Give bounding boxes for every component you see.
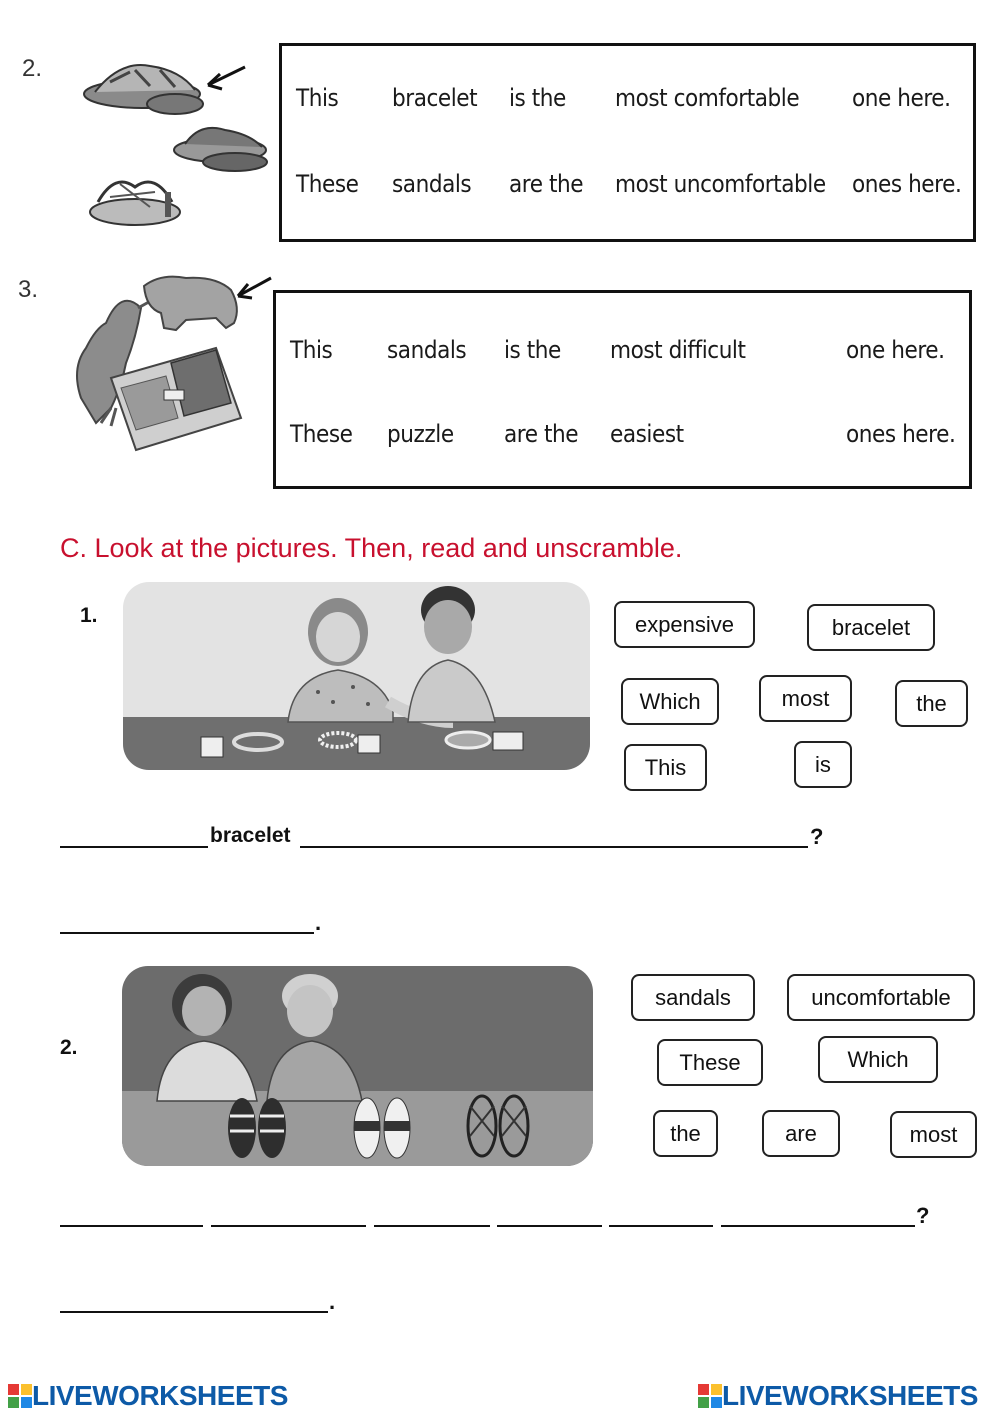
word-cell[interactable]: ones here. xyxy=(852,170,962,198)
word-chip[interactable]: is xyxy=(794,741,852,788)
word-cell[interactable]: These xyxy=(296,170,359,198)
answer-blank[interactable] xyxy=(300,846,808,848)
answer-blank[interactable] xyxy=(60,1225,203,1227)
word-cell[interactable]: These xyxy=(290,420,353,448)
word-chip[interactable]: bracelet xyxy=(807,604,935,651)
item-number: 1. xyxy=(80,604,98,627)
answer-blank[interactable] xyxy=(497,1225,602,1227)
word-chip[interactable]: the xyxy=(653,1110,718,1157)
word-chip[interactable]: expensive xyxy=(614,601,755,648)
word-chip[interactable]: Which xyxy=(621,678,719,725)
word-cell[interactable]: is the xyxy=(509,84,566,112)
period: . xyxy=(315,910,322,935)
word-chip[interactable]: uncomfortable xyxy=(787,974,975,1021)
word-chip[interactable]: These xyxy=(657,1039,763,1086)
liveworksheets-logo-left xyxy=(8,1380,288,1412)
word-chip[interactable]: Which xyxy=(818,1036,938,1083)
sentence-box xyxy=(279,43,976,242)
puzzles-picture xyxy=(66,268,276,468)
word-cell[interactable]: one here. xyxy=(852,84,951,112)
question-mark: ? xyxy=(916,1203,930,1228)
word-cell[interactable]: bracelet xyxy=(392,84,478,112)
item-number: 2. xyxy=(22,55,43,82)
word-cell[interactable]: sandals xyxy=(387,336,467,364)
word-cell[interactable]: This xyxy=(296,84,339,112)
word-chip[interactable]: most xyxy=(759,675,852,722)
word-chip[interactable]: are xyxy=(762,1110,840,1157)
answer-blank[interactable] xyxy=(211,1225,366,1227)
item-number: 2. xyxy=(60,1036,78,1059)
logo-blocks-icon xyxy=(698,1384,722,1408)
item-number: 3. xyxy=(18,276,39,303)
bracelet-shop-picture xyxy=(123,582,590,770)
sandals-picture xyxy=(80,52,275,237)
word-cell[interactable]: puzzle xyxy=(387,420,454,448)
answer-blank[interactable] xyxy=(374,1225,490,1227)
word-chip[interactable]: This xyxy=(624,744,707,791)
word-cell[interactable]: are the xyxy=(509,170,584,198)
answer-blank[interactable] xyxy=(721,1225,915,1227)
word-chip[interactable]: most xyxy=(890,1111,977,1158)
sentence-box xyxy=(273,290,972,489)
word-cell[interactable]: are the xyxy=(504,420,579,448)
section-heading: C. Look at the pictures. Then, read and unscramble. xyxy=(60,533,683,563)
answer-blank[interactable] xyxy=(60,1311,328,1313)
word-chip[interactable]: the xyxy=(895,680,968,727)
liveworksheets-logo-right xyxy=(698,1380,978,1412)
answer-blank[interactable] xyxy=(60,846,208,848)
logo-text: LIVEWORKSHEETS xyxy=(32,1380,288,1411)
word-cell[interactable]: most difficult xyxy=(610,336,746,364)
given-word: bracelet xyxy=(210,824,291,847)
word-cell[interactable]: is the xyxy=(504,336,561,364)
question-mark: ? xyxy=(810,824,824,849)
word-cell[interactable]: This xyxy=(290,336,333,364)
logo-blocks-icon xyxy=(8,1384,32,1408)
word-cell[interactable]: most uncomfortable xyxy=(615,170,826,198)
answer-blank[interactable] xyxy=(60,932,314,934)
logo-text: LIVEWORKSHEETS xyxy=(722,1380,978,1411)
answer-blank[interactable] xyxy=(609,1225,713,1227)
word-cell[interactable]: most comfortable xyxy=(615,84,800,112)
word-cell[interactable]: one here. xyxy=(846,336,945,364)
word-cell[interactable]: ones here. xyxy=(846,420,956,448)
word-cell[interactable]: easiest xyxy=(610,420,684,448)
period: . xyxy=(329,1289,336,1314)
word-chip[interactable]: sandals xyxy=(631,974,755,1021)
sandals-shop-picture xyxy=(122,966,593,1166)
word-cell[interactable]: sandals xyxy=(392,170,472,198)
